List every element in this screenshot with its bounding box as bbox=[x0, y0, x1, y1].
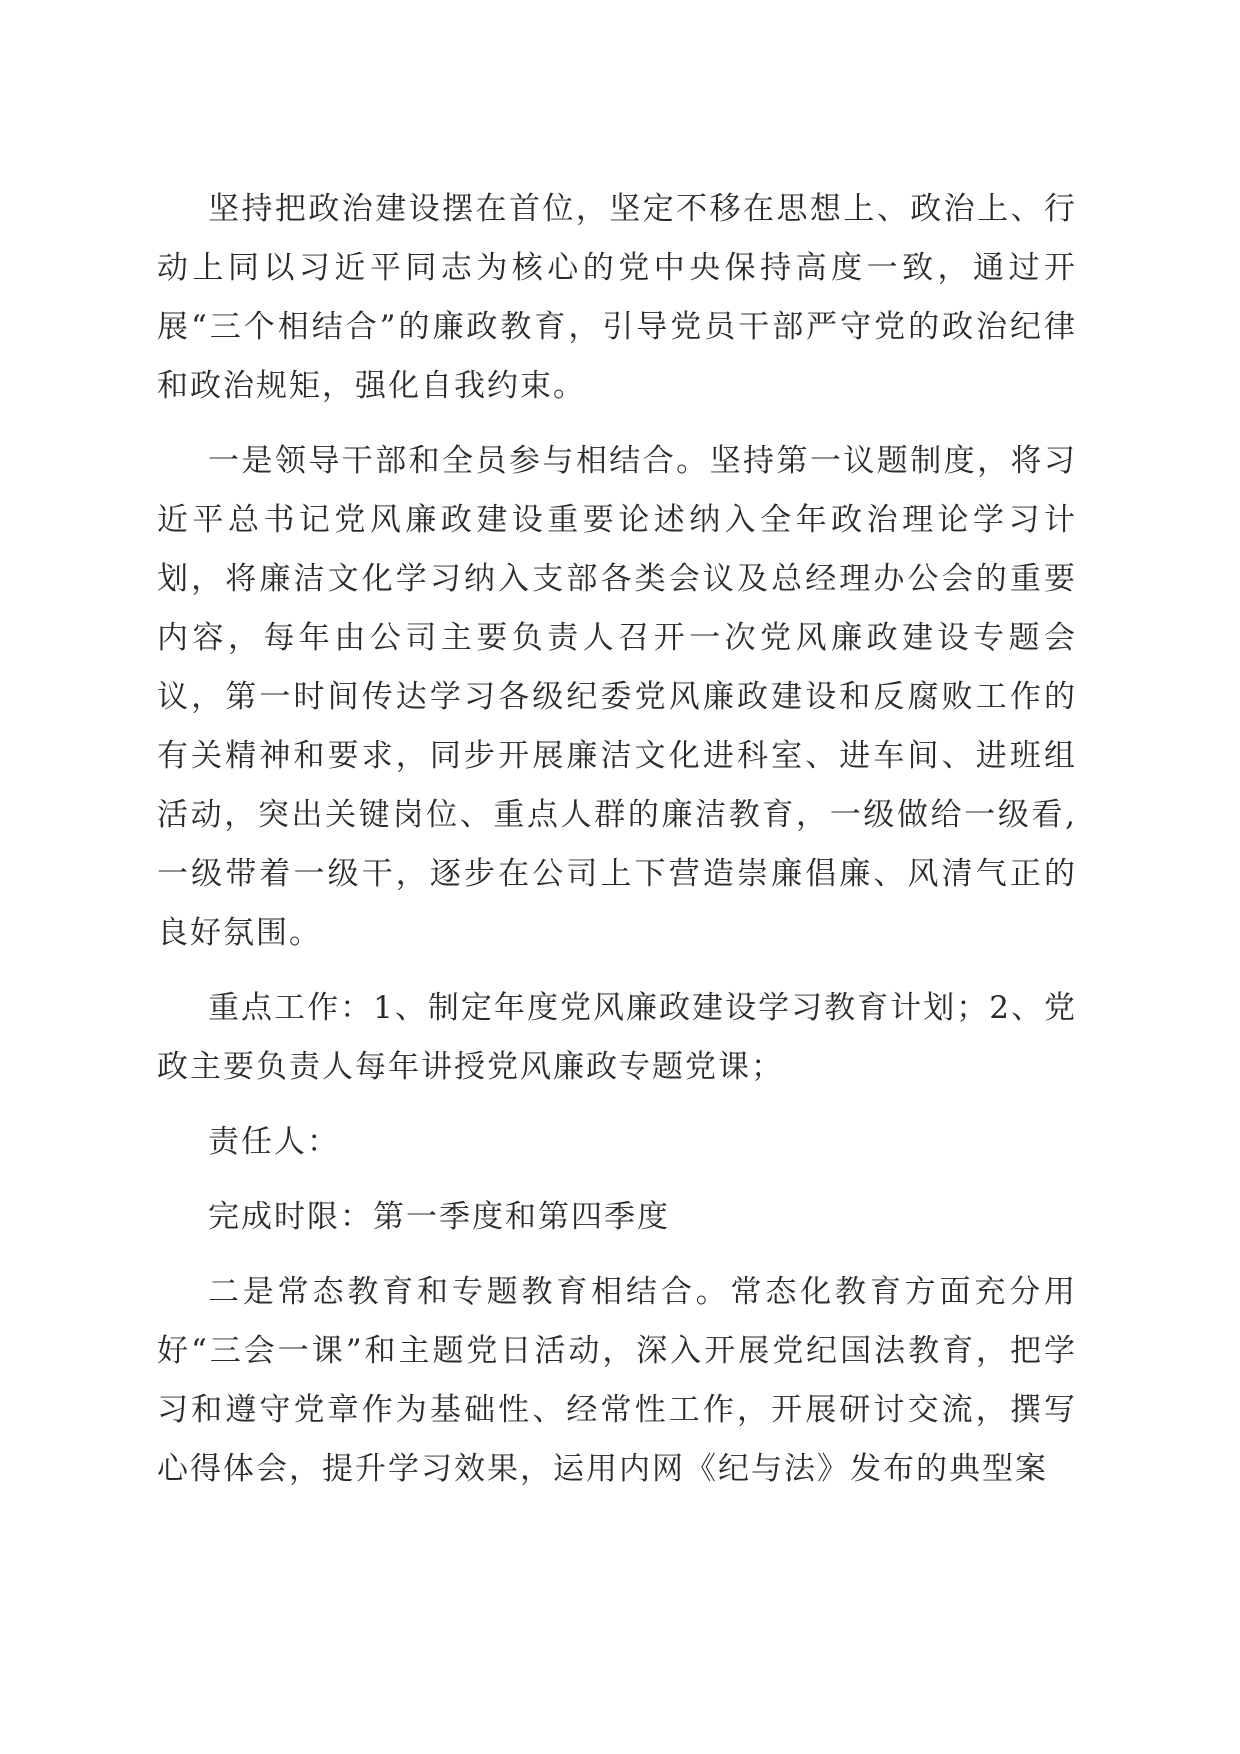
document-body bbox=[157, 180, 1077, 1515]
paragraph-responsible-person: 责任人： bbox=[208, 1124, 340, 1160]
paragraph-key-work: 重点工作：1、制定年度党风廉政建设学习教育计划；2、党政主要负责人每年讲授党风廉政专题党课； bbox=[157, 990, 1077, 1085]
paragraph-education-combination: 二是常态教育和专题教育相结合。常态化教育方面充分用好“三会一课”和主题党日活动，深入开展党纪国法教育，把学习和遵守党章作为基础性、经常性工作，开展研讨交流，撰写心得体会，提升学习效果，运用内网《纪与法》发布的典型案 bbox=[157, 1274, 1077, 1487]
paragraph-leadership-combination: 一是领导干部和全员参与相结合。坚持第一议题制度，将习近平总书记党风廉政建设重要论述纳入全年政治理论学习计划，将廉洁文化学习纳入支部各类会议及总经理办公会的重要内容，每年由公司主要负责人召开一次党风廉政建设专题会议，第一时间传达学习各级纪委党风廉政建设和反腐败工作的有关精神和要求，同步开展廉洁文化进科室、进车间、进班组活动，突出关键岗位、重点人群的廉洁教育，一级做给一级看,一级带着一级干，逐步在公司上下营造崇廉倡廉、风清气正的良好氛围。 bbox=[157, 443, 1077, 951]
paragraph-intro: 坚持把政治建设摆在首位，坚定不移在思想上、政治上、行动上同以习近平同志为核心的党中央保持高度一致，通过开展“三个相结合”的廉政教育，引导党员干部严守党的政治纪律和政治规矩，强化自我约束。 bbox=[157, 191, 1077, 404]
paragraph-deadline: 完成时限：第一季度和第四季度 bbox=[208, 1199, 670, 1235]
